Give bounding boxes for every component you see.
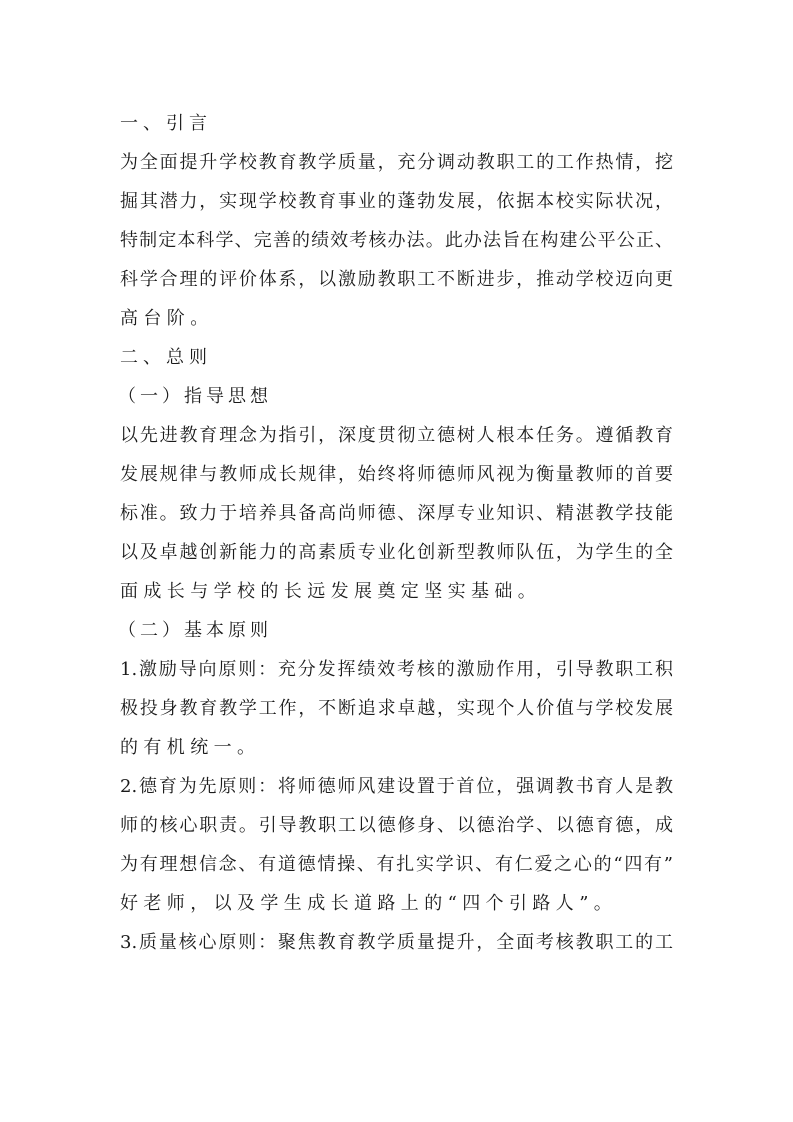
introduction-paragraph — [120, 143, 680, 338]
paragraph-line: 特制定本科学、完善的绩效考核办法。此办法旨在构建公平公正、 — [120, 230, 673, 251]
paragraph-line: 为有理想信念、有道德情操、有扎实学识、有仁爱之心的“四有” — [120, 854, 673, 875]
subsection-heading-basic-principles: （二）基本原则 — [118, 620, 272, 641]
section-heading-introduction: 一、引言 — [120, 113, 212, 134]
paragraph-line: 好老师，以及学生成长道路上的“四个引路人”。 — [120, 893, 618, 914]
paragraph-line: 极投身教育教学工作，不断追求卓越，实现个人价值与学校发展 — [120, 698, 673, 719]
paragraph-line: 掘其潜力，实现学校教育事业的蓬勃发展，依据本校实际状况， — [120, 191, 673, 212]
document-page — [120, 104, 680, 962]
section-heading-general-provisions: 二、总则 — [120, 347, 212, 368]
principle-item-quality-core — [120, 923, 680, 962]
paragraph-line: 为全面提升学校教育教学质量，充分调动教职工的工作热情，挖 — [120, 152, 673, 173]
paragraph-line: 以先进教育理念为指引，深度贯彻立德树人根本任务。遵循教育 — [120, 425, 673, 446]
paragraph-line: 以及卓越创新能力的高素质专业化创新型教师队伍，为学生的全 — [120, 542, 673, 563]
paragraph-line: 标准。致力于培养具备高尚师德、深厚专业知识、精湛教学技能 — [120, 503, 673, 524]
paragraph-line: 的有机统一。 — [120, 737, 261, 758]
paragraph-line: 2.德育为先原则：将师德师风建设置于首位，强调教书育人是教 — [120, 776, 673, 797]
paragraph-line: 1.激励导向原则：充分发挥绩效考核的激励作用，引导教职工积 — [120, 659, 673, 680]
paragraph-line: 科学合理的评价体系，以激励教职工不断进步，推动学校迈向更 — [120, 269, 673, 290]
paragraph-line: 面成长与学校的长远发展奠定坚实基础。 — [120, 581, 542, 602]
paragraph-line: 师的核心职责。引导教职工以德修身、以德治学、以德育德，成 — [120, 815, 673, 836]
paragraph-line: 3.质量核心原则：聚焦教育教学质量提升，全面考核教职工的工 — [120, 932, 673, 953]
subsection-heading-guiding-ideology: （一）指导思想 — [118, 386, 272, 407]
paragraph-line: 高台阶。 — [120, 308, 214, 329]
principle-item-incentive — [120, 650, 680, 767]
paragraph-line: 发展规律与教师成长规律，始终将师德师风视为衡量教师的首要 — [120, 464, 673, 485]
guiding-ideology-paragraph — [120, 416, 680, 611]
principle-item-moral-education — [120, 767, 680, 923]
